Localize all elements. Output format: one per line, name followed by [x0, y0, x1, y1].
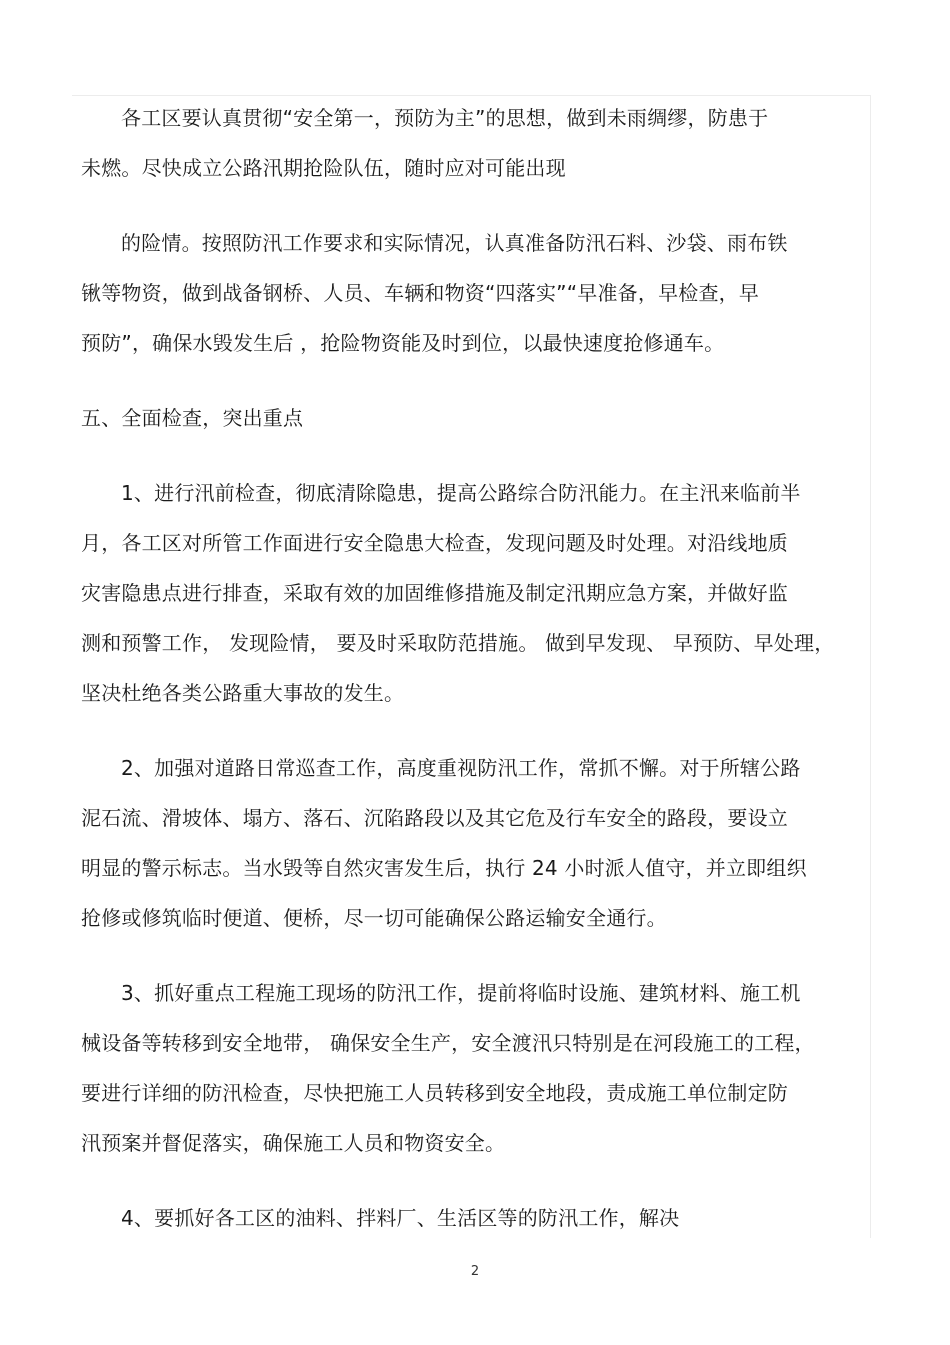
text-line: 抢修或修筑临时便道、便桥，尽一切可能确保公路运输安全通行。 [81, 906, 667, 930]
text-line: 测和预警工作， 发现险情， 要及时采取防范措施。 做到早发现、 早预防、早处理， [81, 631, 835, 655]
text-line: 1、进行汛前检查，彻底清除隐患，提高公路综合防汛能力。在主汛来临前半 [121, 481, 801, 505]
text-line: 3、抓好重点工程施工现场的防汛工作，提前将临时设施、建筑材料、施工机 [121, 981, 801, 1005]
text-line: 各工区要认真贯彻“安全第一，预防为主”的思想，做到未雨绸缪，防患于 [121, 106, 769, 130]
text-line: 月，各工区对所管工作面进行安全隐患大检查，发现问题及时处理。对沿线地质 [81, 531, 788, 555]
page-number: 2 [470, 1264, 480, 1279]
section-heading: 五、全面检查，突出重点 [81, 406, 304, 430]
text-line: 4、要抓好各工区的油料、拌料厂、生活区等的防汛工作，解决 [121, 1206, 680, 1230]
text-line: 要进行详细的防汛检查，尽快把施工人员转移到安全地段，责成施工单位制定防 [81, 1081, 788, 1105]
text-line: 坚决杜绝各类公路重大事故的发生。 [81, 681, 405, 705]
text-line: 锹等物资，做到战备钢桥、人员、车辆和物资“四落实”“早准备，早检查，早 [81, 281, 760, 305]
text-line: 泥石流、滑坡体、塌方、落石、沉陷路段以及其它危及行车安全的路段，要设立 [81, 806, 788, 830]
text-line: 汛预案并督促落实，确保施工人员和物资安全。 [81, 1131, 506, 1155]
text-line: 灾害隐患点进行排查，采取有效的加固维修措施及制定汛期应急方案，并做好监 [81, 581, 788, 605]
text-line: 未燃。尽快成立公路汛期抢险队伍，随时应对可能出现 [81, 156, 566, 180]
text-line: 2、加强对道路日常巡查工作，高度重视防汛工作，常抓不懈。对于所辖公路 [121, 756, 801, 780]
text-line: 明显的警示标志。当水毁等自然灾害发生后，执行 24 小时派人值守，并立即组织 [81, 856, 807, 880]
text-line: 械设备等转移到安全地带， 确保安全生产，安全渡汛只特别是在河段施工的工程， [81, 1031, 815, 1055]
text-line: 的险情。按照防汛工作要求和实际情况，认真准备防汛石料、沙袋、雨布铁 [121, 231, 788, 255]
text-line: 预防”，确保水毁发生后 ，抢险物资能及时到位，以最快速度抢修通车。 [81, 331, 725, 355]
page-frame [72, 95, 871, 1238]
